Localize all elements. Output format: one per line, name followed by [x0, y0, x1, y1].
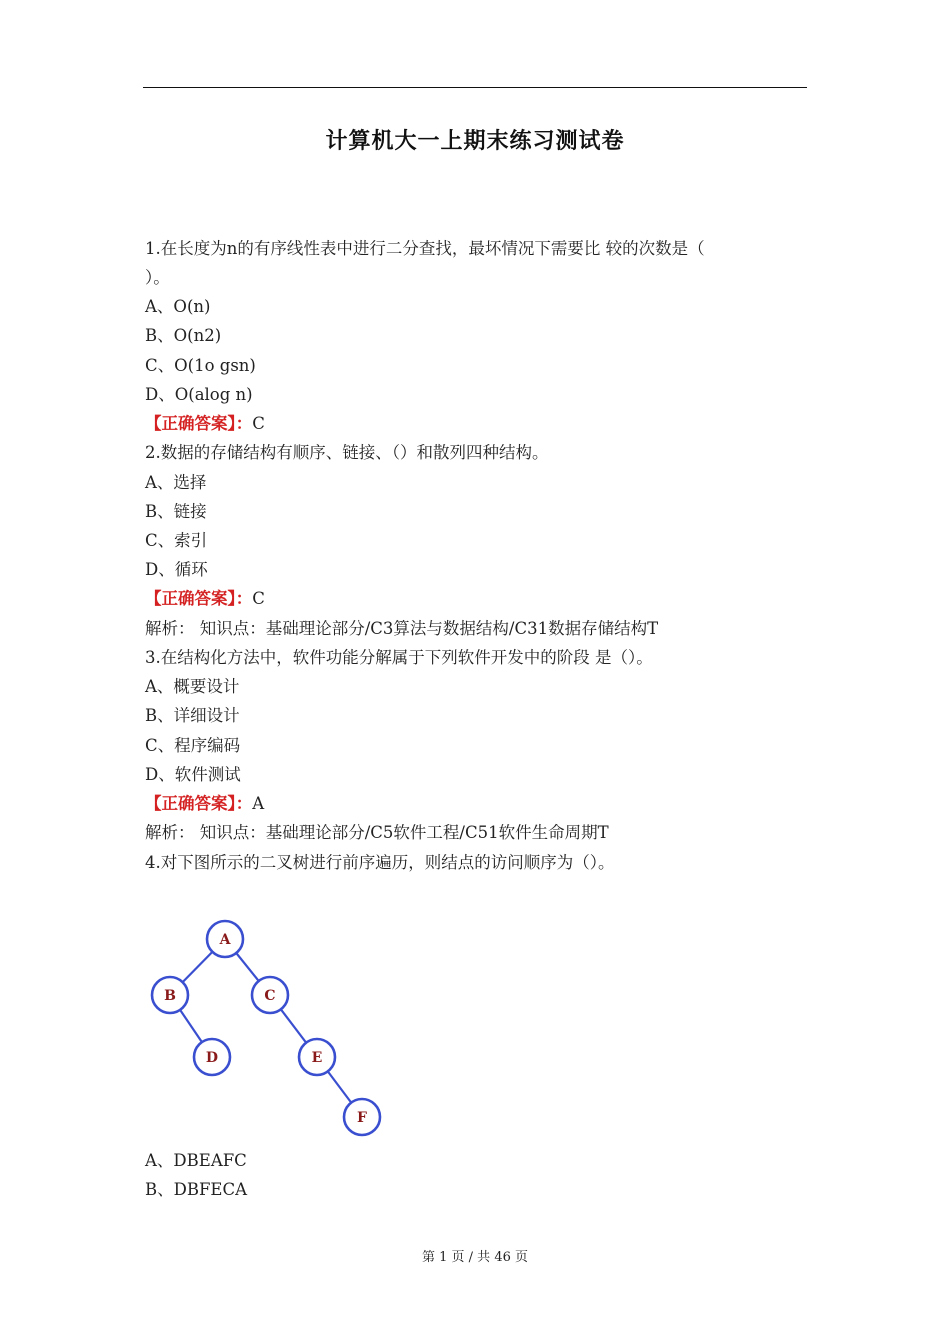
- q1-option-d: D、O(alog n): [145, 385, 253, 404]
- q3-option-b: B、详细设计: [145, 706, 240, 725]
- q4-option-a: A、DBEAFC: [145, 1151, 247, 1170]
- node-label-d: D: [205, 1050, 219, 1066]
- q2-stem: 2.数据的存储结构有顺序、链接、（）和散列四种结构。: [145, 443, 549, 462]
- binary-tree-diagram: [140, 910, 400, 1145]
- answer-label: 【正确答案】：: [145, 414, 253, 433]
- q3-option-a: A、概要设计: [145, 677, 240, 696]
- q2-analysis: 解析： 知识点：基础理论部分/C3算法与数据结构/C31数据存储结构T: [145, 619, 659, 638]
- q1-option-c: C、O(1o gsn): [145, 356, 256, 375]
- q1-option-b: B、O(n2): [145, 326, 222, 345]
- q1-answer-value: C: [252, 414, 265, 433]
- q2-option-b: B、链接: [145, 502, 207, 521]
- tree-node-e: [299, 1039, 335, 1075]
- page-footer: 第 1 页 / 共 46 页: [422, 1250, 528, 1265]
- q1-answer-line: [145, 413, 810, 435]
- q3-answer-value: A: [252, 794, 265, 813]
- node-label-b: B: [164, 988, 176, 1004]
- q2-option-d: D、循环: [145, 560, 208, 579]
- q1-stem-line1: 1.在长度为n的有序线性表中进行二分查找，最坏情况下需要比 较的次数是（: [145, 239, 705, 258]
- q4-stem: 4.对下图所示的二叉树进行前序遍历，则结点的访问顺序为（）。: [145, 853, 615, 872]
- q3-analysis: 解析： 知识点：基础理论部分/C5软件工程/C51软件生命周期T: [145, 823, 609, 842]
- node-label-c: C: [264, 988, 276, 1004]
- answer-label: 【正确答案】：: [145, 794, 253, 813]
- q1-stem-line2: ）。: [145, 268, 170, 287]
- q3-option-c: C、程序编码: [145, 736, 241, 755]
- q3-answer-line: [145, 793, 810, 815]
- node-label-a: A: [219, 932, 231, 948]
- q2-answer-line: [145, 588, 810, 610]
- node-label-f: F: [357, 1110, 367, 1126]
- tree-node-a: [207, 921, 243, 957]
- tree-node-f: [344, 1099, 380, 1135]
- q2-option-c: C、索引: [145, 531, 208, 550]
- q3-option-d: D、软件测试: [145, 765, 241, 784]
- node-label-e: E: [311, 1050, 323, 1066]
- q2-answer-value: C: [252, 589, 265, 608]
- q3-stem: 3.在结构化方法中，软件功能分解属于下列软件开发中的阶段 是（）。: [145, 648, 653, 667]
- q1-option-a: A、O(n): [145, 297, 211, 316]
- header-rule: [143, 87, 807, 88]
- tree-node-b: [152, 977, 188, 1013]
- document-title: 计算机大一上期末练习测试卷: [325, 129, 625, 154]
- q2-option-a: A、选择: [145, 473, 207, 492]
- tree-node-c: [252, 977, 288, 1013]
- answer-label: 【正确答案】：: [145, 589, 253, 608]
- q4-option-b: B、DBFECA: [145, 1180, 248, 1199]
- tree-node-d: [194, 1039, 230, 1075]
